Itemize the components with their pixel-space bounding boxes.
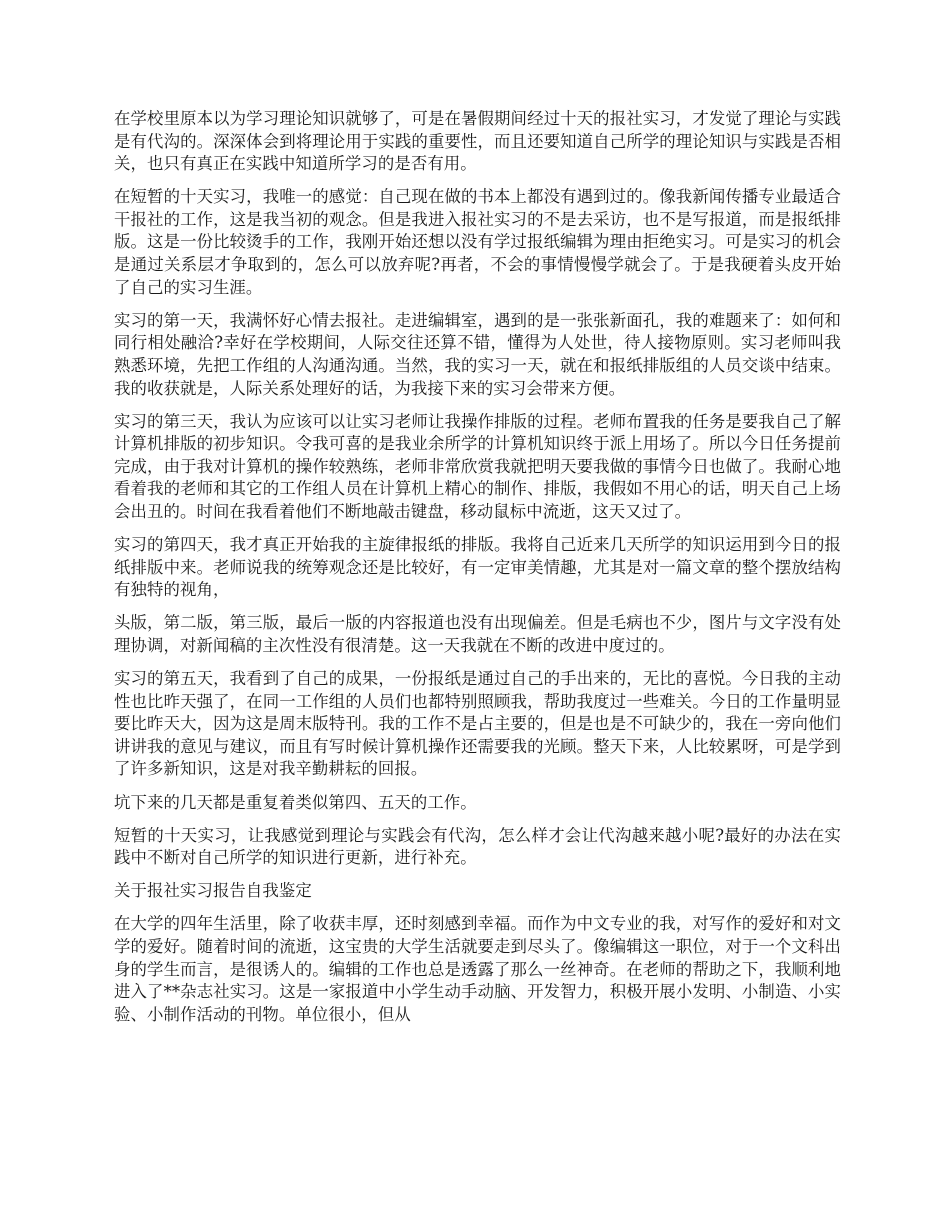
paragraph-day-one: 实习的第一天，我满怀好心情去报社。走进编辑室，遇到的是一张张新面孔，我的难题来了：如何和同行相处融洽?幸好在学校期间，人际交往还算不错，懂得为人处世，待人接物原则。实习老师叫我熟悉环境，先把工作组的人沟通沟通。当然，我的实习一天，就在和报纸排版组的人员交谈中结束。我的收获就是，人际关系处理好的话，为我接下来的实习会带来方便。 bbox=[114, 310, 841, 398]
paragraph-day-five: 实习的第五天，我看到了自己的成果，一份报纸是通过自己的手出来的，无比的喜悦。今日我的主动性也比昨天强了，在同一工作组的人员们也都特别照顾我，帮助我度过一些难关。今日的工作量明显要比昨天大，因为这是周末版特刊。我的工作不是占主要的，但是也是不可缺少的，我在一旁向他们讲讲我的意见与建议，而且有写时候计算机操作还需要我的光顾。整天下来，人比较累呀，可是学到了许多新知识，这是对我辛勤耕耘的回报。 bbox=[114, 669, 841, 779]
paragraph-day-three: 实习的第三天，我认为应该可以让实习老师让我操作排版的过程。老师布置我的任务是要我自己了解计算机排版的初步知识。令我可喜的是我业余所学的计算机知识终于派上用场了。所以今日任务提前完成，由于我对计算机的操作较熟练，老师非常欣赏我就把明天要我做的事情今日也做了。我耐心地看着我的老师和其它的工作组人员在计算机上精心的制作、排版，我假如不用心的话，明天自己上场会出丑的。时间在我看着他们不断地敲击键盘，移动鼠标中流逝，这天又过了。 bbox=[114, 411, 841, 521]
paragraph-day-four: 实习的第四天，我才真正开始我的主旋律报纸的排版。我将自己近来几天所学的知识运用到今日的报纸排版中来。老师说我的统筹观念还是比较好，有一定审美情趣，尤其是对一篇文章的整个摆放结构有独特的视角， bbox=[114, 535, 841, 600]
paragraph-following-days: 坑下来的几天都是重复着类似第四、五天的工作。 bbox=[114, 792, 477, 812]
paragraph-self-assessment: 在大学的四年生活里，除了收获丰厚，还时刻感到幸福。而作为中文专业的我，对写作的爱好和对文学的爱好。随着时间的流逝，这宝贵的大学生活就要走到尽头了。像编辑这一职位，对于一个文科出身的学生而言，是很诱人的。编辑的工作也总是透露了那么一丝神奇。在老师的帮助之下，我顺利地进入了**杂志社实习。这是一家报道中小学生动手动脑、开发智力，积极开展小发明、小制造、小实验、小制作活动的刊物。单位很小，但从 bbox=[114, 914, 841, 1024]
paragraph-intro: 在学校里原本以为学习理论知识就够了，可是在暑假期间经过十天的报社实习，才发觉了理论与实践是有代沟的。深深体会到将理论用于实践的重要性，而且还要知道自己所学的理论知识与实践是否相关，也只有真正在实践中知道所学习的是否有用。 bbox=[114, 109, 841, 174]
document-body bbox=[114, 108, 841, 1037]
paragraph-ten-days: 在短暂的十天实习，我唯一的感觉：自己现在做的书本上都没有遇到过的。像我新闻传播专业最适合干报社的工作，这是我当初的观念。但是我进入报社实习的不是去采访，也不是写报道，而是报纸排版。这是一份比较烫手的工作，我刚开始还想以没有学过报纸编辑为理由拒绝实习。可是实习的机会是通过关系层才争取到的，怎么可以放弃呢?再者，不会的事情慢慢学就会了。于是我硬着头皮开始了自己的实习生涯。 bbox=[114, 187, 841, 297]
section-heading: 关于报社实习报告自我鉴定 bbox=[114, 881, 312, 901]
paragraph-day-four-continued: 头版，第二版，第三版，最后一版的内容报道也没有出现偏差。但是毛病也不少，图片与文字没有处理协调，对新闻稿的主次性没有很清楚。这一天我就在不断的改进中度过的。 bbox=[114, 613, 841, 655]
paragraph-conclusion: 短暂的十天实习，让我感觉到理论与实践会有代沟，怎么样才会让代沟越来越小呢?最好的办法在实践中不断对自己所学的知识进行更新，进行补充。 bbox=[114, 825, 841, 868]
